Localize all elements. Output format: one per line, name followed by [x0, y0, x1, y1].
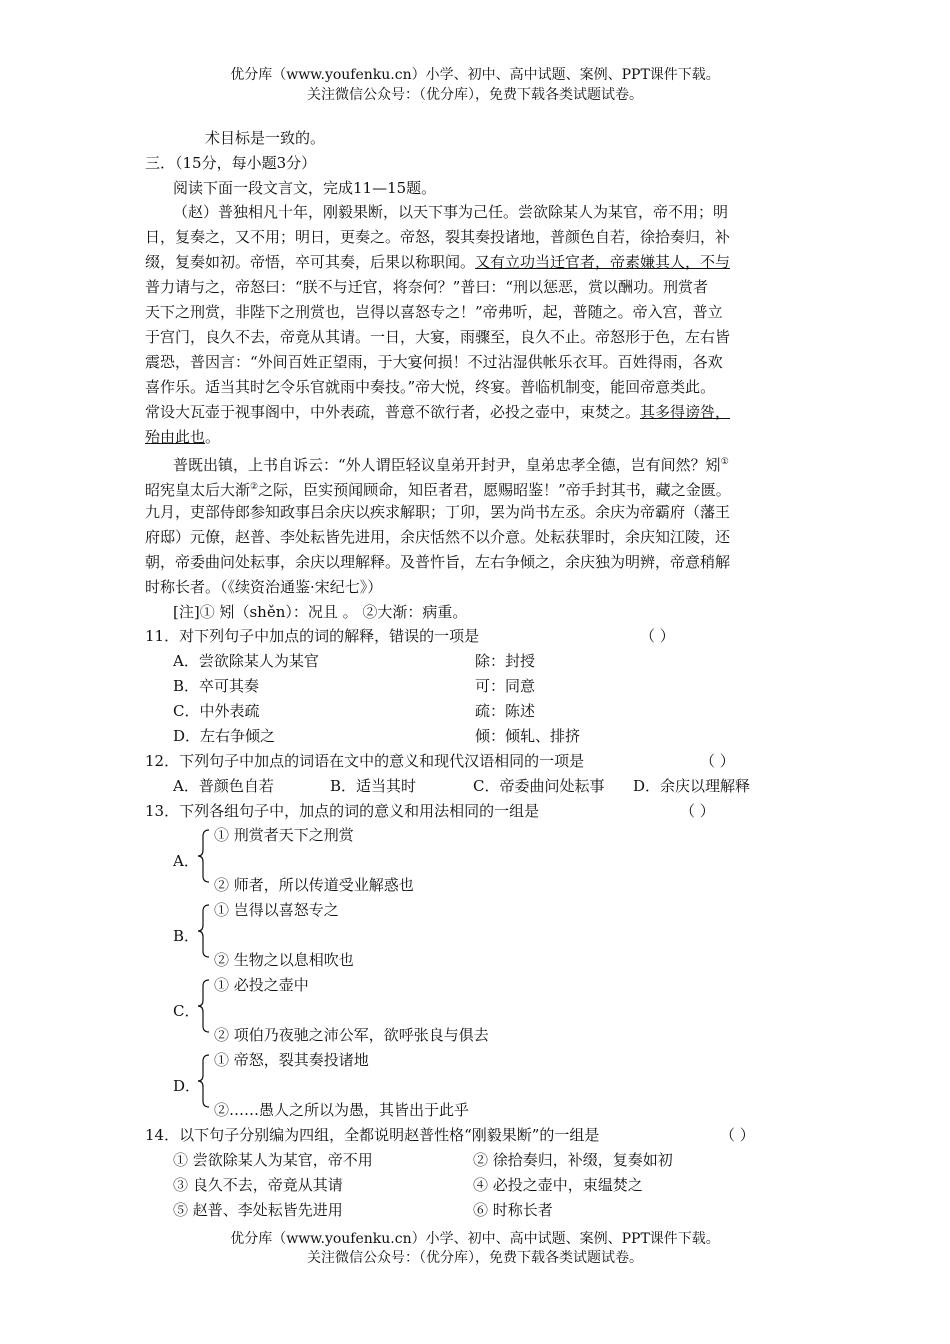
q13-group-c-letter: C． — [173, 1002, 200, 1020]
passage-line — [173, 451, 729, 476]
question-13-stem: 13．下列各组句子中，加点的词的意义和用法相同的一组是 — [145, 802, 540, 820]
footer-line-2: 关注微信公众号：（优分库），免费下载各类试题试卷。 — [307, 1250, 643, 1266]
q13-group-a-letter: A． — [173, 852, 199, 870]
section-instruction: 阅读下面一段文言文，完成11—15题。 — [173, 179, 437, 197]
q14-item: ② 徐拾奏归，补缀，复奏如初 — [473, 1151, 673, 1169]
passage-line: （赵）普独相凡十年，刚毅果断，以天下事为己任。尝欲除某人为某官，帝不用；明 — [173, 203, 729, 221]
q13-group-b-sentence-2: ② 生物之以息相吹也 — [214, 951, 354, 969]
answer-paren: （ ） — [700, 752, 735, 770]
q11-option-c-explanation: 疏：陈述 — [475, 702, 536, 720]
passage-text: 。 — [205, 428, 221, 446]
q12-option-c: C．帝委曲问处耘事 — [473, 777, 605, 795]
passage-line: 时称长者。（《续资治通鉴·宋纪七》） — [145, 578, 383, 596]
q14-item: ⑤ 赵普、李处耘皆先进用 — [173, 1201, 343, 1219]
q13-group-b-letter: B． — [173, 927, 200, 945]
passage-line: 九月，吏部侍郎参知政事吕余庆以疾求解职；丁卯，罢为尚书左丞。余庆为帝霸府（藩王 — [145, 503, 731, 521]
q13-group-d-sentence-1: ① 帝怒，裂其奏投诸地 — [214, 1051, 369, 1069]
passage-line: 于宫门，良久不去，帝竟从其请。一日，大宴，雨骤至，良久不止。帝怒形于色，左右皆 — [145, 328, 731, 346]
passage-line — [145, 251, 730, 273]
passage-text: 之际，臣实预闻顾命，知臣者君，愿赐昭鉴！”帝手封其书，藏之金匮。 — [258, 481, 731, 499]
underlined-sentence-2b: 殆由此也 — [145, 428, 206, 446]
q13-group-c-sentence-2: ② 项伯乃夜驰之沛公军，欲呼张良与俱去 — [214, 1026, 489, 1044]
passage-line: 日，复奏之，又不用；明日，更奏之。帝怒，裂其奏投诸地，普颜色自若，徐拾奏归，补 — [145, 228, 731, 246]
brace-icon — [197, 901, 211, 961]
passage-line — [145, 401, 730, 423]
previous-answer-tail: 术目标是一致的。 — [205, 129, 326, 147]
q11-option-c: C．中外表疏 — [173, 702, 260, 720]
footnote-marker-2: ② — [250, 482, 259, 492]
q11-option-d: D．左右争倾之 — [173, 727, 276, 745]
header-line-2: 关注微信公众号：（优分库），免费下载各类试题试卷。 — [307, 87, 643, 103]
answer-paren: （ ） — [720, 1126, 755, 1144]
passage-text: 普既出镇，上书自诉云：“外人谓臣轻议皇弟开封尹，皇弟忠孝全德，岂有间然？矧 — [173, 456, 721, 474]
footer-line-1: 优分库（www.youfenku.cn）小学、初中、高中试题、案例、PPT课件下载。 — [230, 1231, 720, 1247]
q13-group-d-sentence-2: ②……愚人之所以为愚，其皆出于此乎 — [214, 1101, 470, 1119]
q14-item: ③ 良久不去，帝竟从其请 — [173, 1176, 343, 1194]
q14-item: ④ 必投之壶中，束缊焚之 — [473, 1176, 643, 1194]
q14-item: ⑥ 时称长者 — [473, 1201, 553, 1219]
brace-icon — [197, 826, 211, 886]
passage-line: 喜作乐。适当其时乞令乐官就雨中奏技。”帝大悦，终宴。普临机制变，能回帝意类此。 — [145, 378, 716, 396]
q11-option-b: B．卒可其奏 — [173, 677, 260, 695]
passage-line: 朝，帝委曲问处耘事，余庆以理解释。及普忤旨，左右争倾之，余庆独为明辨，帝意稍解 — [145, 553, 731, 571]
question-12-stem: 12．下列句子中加点的词语在文中的意义和现代汉语相同的一项是 — [145, 752, 585, 770]
question-11-stem: 11．对下列句子中加点的词的解释，错误的一项是 — [145, 627, 480, 645]
passage-line — [145, 476, 731, 501]
answer-paren: （ ） — [680, 802, 715, 820]
q11-option-a-explanation: 除：封授 — [475, 652, 536, 670]
q11-option-b-explanation: 可：同意 — [475, 677, 536, 695]
q11-option-a: A．尝欲除某人为某官 — [173, 652, 319, 670]
q11-option-d-explanation: 倾：倾轧、排挤 — [475, 727, 581, 745]
brace-icon — [197, 976, 211, 1036]
q13-group-a-sentence-1: ① 刑赏者天下之刑赏 — [214, 826, 354, 844]
underlined-sentence-1: 又有立功当迁官者，帝素嫌其人，不与 — [475, 253, 731, 271]
q12-option-b: B．适当其时 — [330, 777, 417, 795]
header-line-1: 优分库（www.youfenku.cn）小学、初中、高中试题、案例、PPT课件下载。 — [230, 67, 720, 83]
underlined-sentence-2a: 其多得谤咎， — [640, 403, 731, 421]
section-title: 三．（15分，每小题3分） — [145, 154, 317, 172]
q12-option-d: D．余庆以理解释 — [633, 777, 751, 795]
q14-item: ① 尝欲除某人为某官，帝不用 — [173, 1151, 373, 1169]
footnote: [注]① 矧（shěn）：况且 。 ②大渐：病重。 — [173, 603, 468, 621]
passage-line: 震恐，普因言：“外间百姓正望雨，于大宴何损！不过沾湿供帐乐衣耳。百姓得雨，各欢 — [145, 353, 723, 371]
q12-option-a: A．普颜色自若 — [173, 777, 274, 795]
passage-text: 常设大瓦壶于视事阁中，中外表疏，普意不欲行者，必投之壶中，束焚之。 — [145, 403, 641, 421]
q13-group-a-sentence-2: ② 师者，所以传道受业解惑也 — [214, 876, 414, 894]
passage-line: 天下之刑赏，非陛下之刑赏也，岂得以喜怒专之！”帝弗听，起，普随之。帝入宫，普立 — [145, 303, 723, 321]
passage-line — [145, 426, 220, 448]
q13-group-c-sentence-1: ① 必投之壶中 — [214, 976, 309, 994]
q13-group-d-letter: D． — [173, 1077, 201, 1095]
passage-line: 府邸）元僚，赵普、李处耘皆先进用，余庆恬然不以介意。处耘获罪时，余庆知江陵，还 — [145, 528, 731, 546]
passage-text: 昭宪皇太后大渐 — [145, 481, 251, 499]
passage-text: 缀，复奏如初。帝悟，卒可其奏，后果以称职闻。 — [145, 253, 476, 271]
q13-group-b-sentence-1: ① 岂得以喜怒专之 — [214, 901, 339, 919]
footnote-marker-1: ① — [720, 457, 729, 467]
question-14-stem: 14．以下句子分别编为四组，全都说明赵普性格“刚毅果断”的一组是 — [145, 1126, 600, 1144]
brace-icon — [197, 1051, 211, 1111]
answer-paren: （ ） — [640, 627, 675, 645]
passage-line: 普力请与之，帝怒曰：“朕不与迁官，将奈何？”普曰：“刑以惩恶，赏以酬功。刑赏者 — [145, 278, 709, 296]
